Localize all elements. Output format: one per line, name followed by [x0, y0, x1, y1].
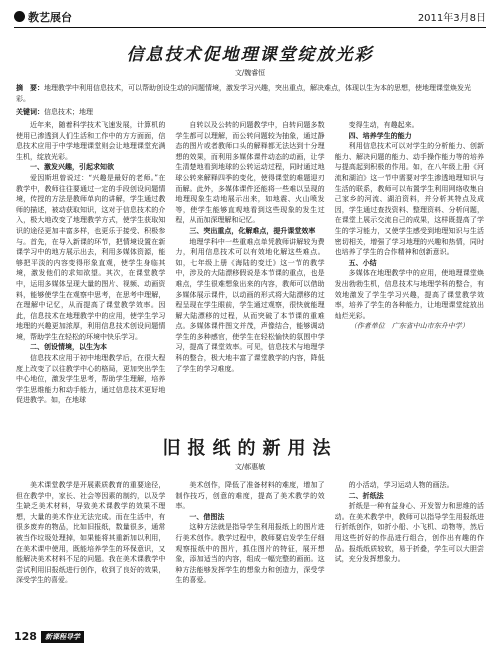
body-paragraph: 的小活动，学习运动人物的画法。	[348, 481, 454, 489]
body-paragraph: 地理学科中一些重难点单凭教师讲解较为费力，利用信息技术可以有效地化解这些难点。如，七年级上册《海陆的变迁》这一节的教学中，涉及的大陆漂移假说是本节课的重点，也是难点，学生很难想象出来的内容，教师可以借助多媒体展示课件，以动画的形式将大陆漂移的过程呈现在学生眼前，学生通过观察，很快就能理解大陆漂移的过程，从而突破了本节课的重难点。多媒体课件图文并茂，声像结合，能够调动学生的多种感官，使学生在轻松愉快的氛围中学习，提高了课堂效率。可见，信息技术与地理学科的整合，极大地丰富了课堂教学的内容，降低了学生的学习难度。	[175, 237, 325, 373]
keywords-text: 信息技术；地理	[44, 108, 93, 116]
body-paragraph: 信息技术应用于初中地理教学后，在很大程度上改变了以往教学中心的格局，更加突出学生中心地位，激发学生思考，帮助学生理解，培养学生思维能力和动手能力，通过信息技术更好地促进教学。如，在地球	[16, 354, 166, 405]
section-heading: 二、创设情境，以生为本	[30, 343, 107, 352]
body-paragraph: 美术课堂教学是开展素质教育的重要途径，但在教学中，家长、社会等因素的制约，以及学生缺乏美术材料，导致美术课教学的效果不理想，大量的美术作业无法完成。而在生活中，有很多废弃的物品，比如旧报纸，数量很多，通常被当作垃圾处理掉，如果能将其重新加以利用，在美术课中使用，既能培养学生的环保意识，又能解决美术材料不足的问题。我在美术课教学中尝试利用旧报纸进行创作，收到了良好的效果，深受学生的喜爱。	[16, 481, 166, 585]
body-paragraph: 这种方法就是指导学生利用报纸上的图片进行美术创作。教学过程中，教师要启发学生仔细观察报纸中的图片，抓住图片的特征，展开想象，添加适当的内容，组成一幅完整的画面。这种方法能够发挥学生的想象力和创造力，深受学生的喜爱。	[175, 523, 325, 585]
abstract-text: 地理教学中利用信息技术，可以帮助创设生动的问题情境，激发学习兴趣，突出重点，解决难点，体现以生为本的思想，使地理课堂焕发光彩。	[16, 84, 471, 103]
page-header	[14, 6, 486, 28]
section-heading: 一、借图法	[189, 512, 225, 521]
section-heading: 五、小结	[348, 258, 377, 267]
body-paragraph: 变得生动，有趣起来。	[348, 121, 419, 129]
article1-title: 信息技术促地理课堂绽放光彩	[126, 45, 374, 65]
article2-body	[16, 480, 484, 623]
article2-column-2	[175, 480, 324, 623]
abstract-label: 摘 要：	[16, 83, 44, 92]
magazine-logo: 新课程导学	[41, 631, 84, 643]
section-heading: 一、激发兴趣，引起求知欲	[30, 163, 114, 172]
author-affiliation: （作者单位 广东省中山市东升中学）	[349, 322, 469, 331]
article1-abstract	[16, 82, 484, 105]
body-paragraph: 利用信息技术可以对学生的分析能力、创新能力、解决问题的能力、动手操作能力等的培养与提高起到积极的作用。如，在八年级上册《河流和湖泊》这一节中需要对学生渗透地理知识与生活的联系，教师可以布置学生利用网络收集自己家乡的河流、湖泊资料，并分析其特点及成因，学生通过查找资料、整理资料、分析问题，在课堂上展示交流自己的成果，这样既提高了学生的学习能力，又使学生感受到地理知识与生活密切相关，增强了学习地理的兴趣和热情，同时也培养了学生的合作精神和创新意识。	[334, 142, 484, 257]
section-heading: 四、培养学生的能力	[348, 131, 412, 140]
article1-keywords	[16, 106, 484, 118]
body-paragraph: 近年来，随着科学技术飞速发展，计算机的使用已渗透到人们生活和工作中的方方面面，信息技术应用于中学地理课堂则会让地理课堂充满生机，绽放光彩。	[16, 121, 166, 161]
keywords-label: 关键词：	[16, 107, 44, 116]
article1-column-3	[335, 120, 484, 452]
article1-author: 文/魏睿恒	[234, 69, 266, 77]
section-heading: 二、折纸法	[348, 491, 384, 500]
section-label	[14, 9, 72, 25]
article1-body	[16, 120, 484, 452]
body-paragraph: 折纸是一种有益身心、开发智力和思维的活动。在美术教学中，教师可以指导学生用报纸进行折纸创作，如折小船、小飞机、动物等，然后用这些折好的作品进行组合，创作出有趣的作品。报纸纸质较软，易于折叠，学生可以大胆尝试，充分发挥想象力。	[334, 502, 484, 564]
article2-title: 旧报纸的新用法	[162, 438, 338, 459]
article2-column-3	[335, 480, 484, 623]
article2-column-1	[16, 480, 165, 623]
body-paragraph: 自转以及公转的问题教学中，自转问题多数学生都可以理解，而公转问题较为抽象，通过静态的图片或者教师口头的解释都无法达到十分理想的效果，而利用多媒体课件动态的动画，让学生清楚地看到地球的公转运动过程，同时通过地球公转来解释四季的变化，使得课堂的难题迎刃而解。此外，多媒体课件还能将一些难以呈现的地理现象生动地展示出来，如地震、火山喷发等，使学生能够直观地看到这些现象的发生过程，从而加深理解和记忆。	[175, 121, 325, 225]
body-paragraph: 美术创作，降低了准备材料的难度，增加了制作技巧，创意的难度，提高了美术教学的效率。	[175, 481, 325, 511]
article1-column-1	[16, 120, 165, 452]
section-heading: 三、突出重点，化解难点，提升课堂效率	[189, 226, 316, 235]
section-dot-icon	[14, 11, 25, 22]
body-paragraph: 爱因斯坦曾说过：“兴趣是最好的老师。”在教学中，教师往往要通过一定的手段创设问题情境，传授的方法是教师单向的讲解，学生通过教师的描述，被动获取知识，这对于信息技术的介入，极大地改变了地理教学方式，使学生获取知识的途径更加丰富多样，也更乐于接受、积极参与。首先，在导入新课的环节，把情境设置在新课学习中的地方展示出去，利用多媒体资源，能够把平淡的内容变得形象直观，使学生身临其境，激发他们的求知欲望。其次，在课堂教学中，运用多媒体呈现大量的图片、视频、动画资料，能够使学生在观察中思考，在思考中理解，在理解中记忆，从而提高了课堂教学效率。因此，信息技术在地理教学中的应用，使学生学习地理的兴趣更加浓厚，利用信息技术创设问题情境，帮助学生在轻松的环境中快乐学习。	[16, 173, 166, 341]
section-name: 教艺展台	[28, 10, 72, 24]
body-paragraph: 多媒体在地理教学中的应用，使地理课堂焕发出勃勃生机，信息技术与地理学科的整合，有效地激发了学生学习兴趣，提高了课堂教学效率，培养了学生的各种能力，让地理课堂绽放出灿烂光彩。	[334, 269, 484, 320]
issue-date: 2011年3月8日	[417, 13, 486, 24]
article2-author: 文/郝惠敏	[234, 463, 266, 471]
page-number: 128	[14, 630, 37, 643]
page-footer	[14, 630, 84, 643]
article1-column-2	[175, 120, 324, 452]
